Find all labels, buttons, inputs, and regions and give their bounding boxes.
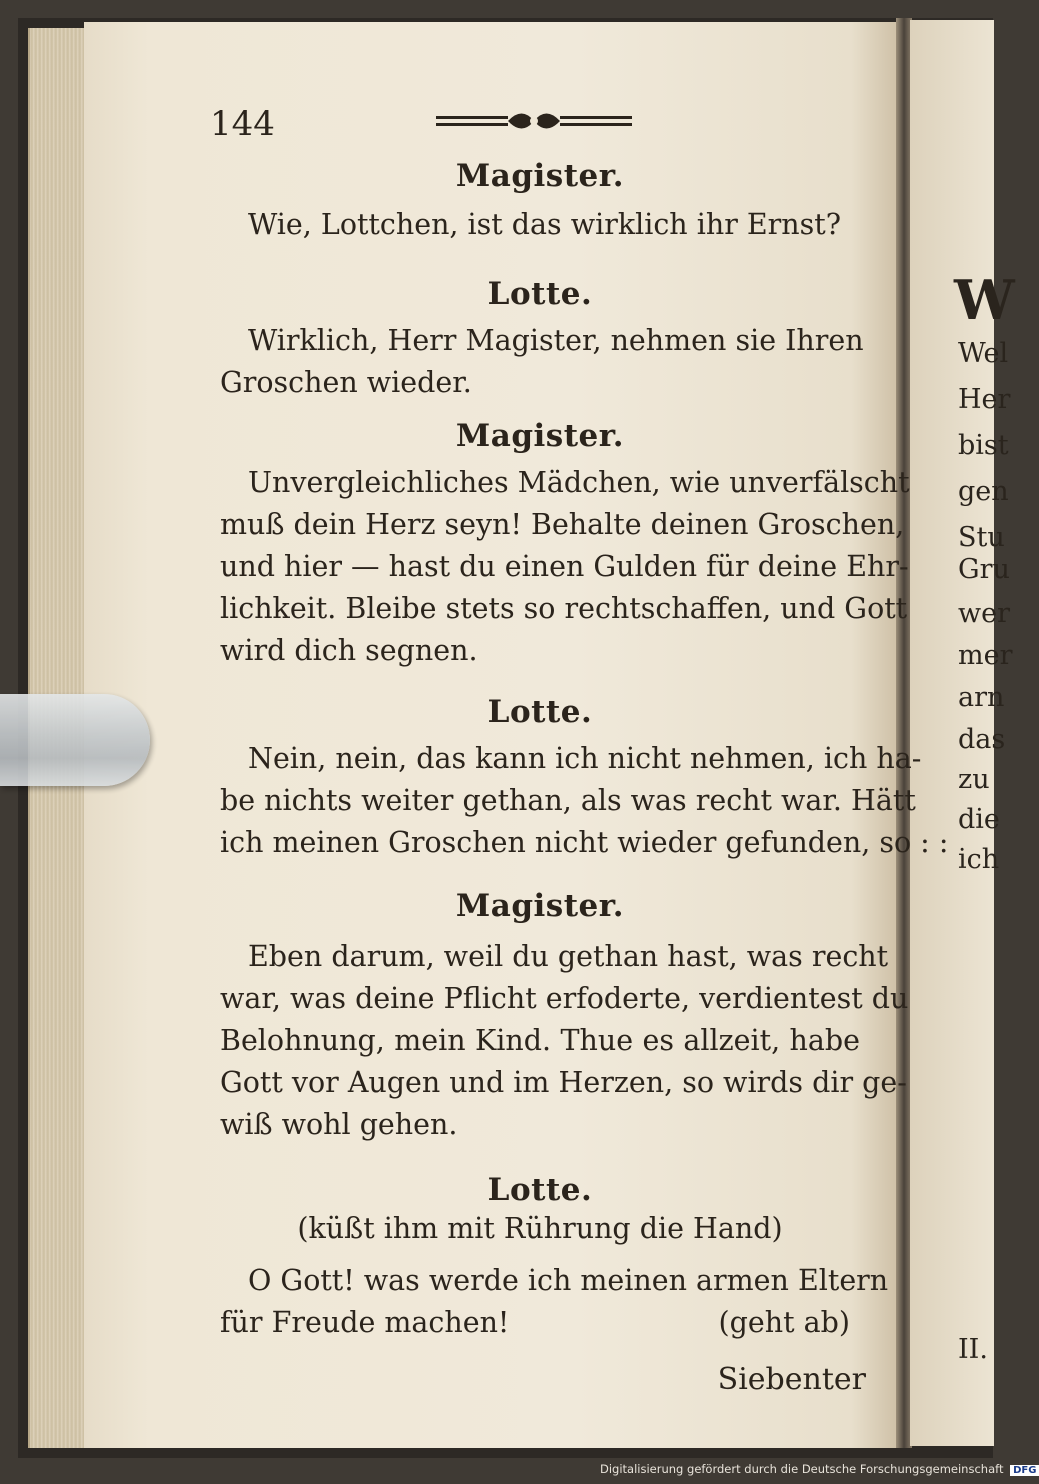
dialogue-line: ich meinen Groschen nicht wieder gefunden, so : : [220, 826, 949, 859]
speaker-heading: Lotte. [487, 1172, 593, 1208]
dialogue-line: wird dich segnen. [220, 634, 478, 667]
right-page-word: zu [958, 764, 990, 795]
right-page-word: wer [958, 598, 1010, 629]
right-page-word: mer [958, 640, 1013, 671]
speaker-heading: Lotte. [487, 694, 593, 730]
speaker-heading: Magister. [455, 888, 625, 924]
catchword: Siebenter [717, 1362, 866, 1397]
speaker-heading: Magister. [455, 158, 625, 194]
right-page-word: Her [958, 384, 1011, 415]
ornament-divider-icon [436, 108, 632, 136]
right-page-word: Stu [958, 522, 1005, 553]
dialogue-line: wiß wohl gehen. [220, 1108, 458, 1141]
right-page-word: ich [958, 844, 1000, 875]
dialogue-line: Nein, nein, das kann ich nicht nehmen, ich ha- [248, 742, 922, 775]
stage-direction: (küßt ihm mit Rührung die Hand) [297, 1212, 783, 1245]
right-page-word: gen [958, 476, 1009, 507]
right-page-word: Gru [958, 554, 1010, 585]
dfg-logo-icon: DFG [1010, 1465, 1039, 1476]
right-page-word: II. [958, 1334, 988, 1365]
page-number: 144 [210, 104, 275, 144]
dialogue-line: Gott vor Augen und im Herzen, so wirds dir ge- [220, 1066, 907, 1099]
dialogue-line: Unvergleichliches Mädchen, wie unverfälscht [248, 466, 910, 499]
dialogue-line: be nichts weiter gethan, als was recht war. Hätt [220, 784, 916, 817]
dialogue-line: Groschen wieder. [220, 366, 472, 399]
right-page-word: W [954, 268, 1015, 332]
dialogue-line: Wirklich, Herr Magister, nehmen sie Ihren [248, 324, 864, 357]
dialogue-line: Belohnung, mein Kind. Thue es allzeit, habe [220, 1024, 860, 1057]
dialogue-line: Eben darum, weil du gethan hast, was recht [248, 940, 889, 973]
dialogue-line: lichkeit. Bleibe stets so rechtschaffen, und Gott [220, 592, 908, 625]
right-page-word: die [958, 804, 1000, 835]
dialogue-line: für Freude machen! [220, 1306, 510, 1339]
speaker-heading: Lotte. [487, 276, 593, 312]
right-page-word: bist [958, 430, 1009, 461]
dialogue-line: muß dein Herz seyn! Behalte deinen Groschen, [220, 508, 905, 541]
speaker-heading: Magister. [455, 418, 625, 454]
dialogue-line: O Gott! was werde ich meinen armen Eltern [248, 1264, 889, 1297]
digitization-footer [600, 1462, 1039, 1476]
right-page-word: Wel [958, 338, 1009, 369]
stage-direction-exit: (geht ab) [718, 1306, 850, 1339]
dialogue-line: war, was deine Pflicht erfoderte, verdientest du [220, 982, 909, 1015]
dialogue-line: Wie, Lottchen, ist das wirklich ihr Ernst? [248, 208, 842, 241]
footer-text: Digitalisierung gefördert durch die Deutsche Forschungsgemeinschaft [600, 1462, 1004, 1476]
dialogue-line: und hier — hast du einen Gulden für deine Ehr- [220, 550, 909, 583]
right-page-word: arn [958, 682, 1005, 713]
right-page-word: das [958, 724, 1006, 755]
